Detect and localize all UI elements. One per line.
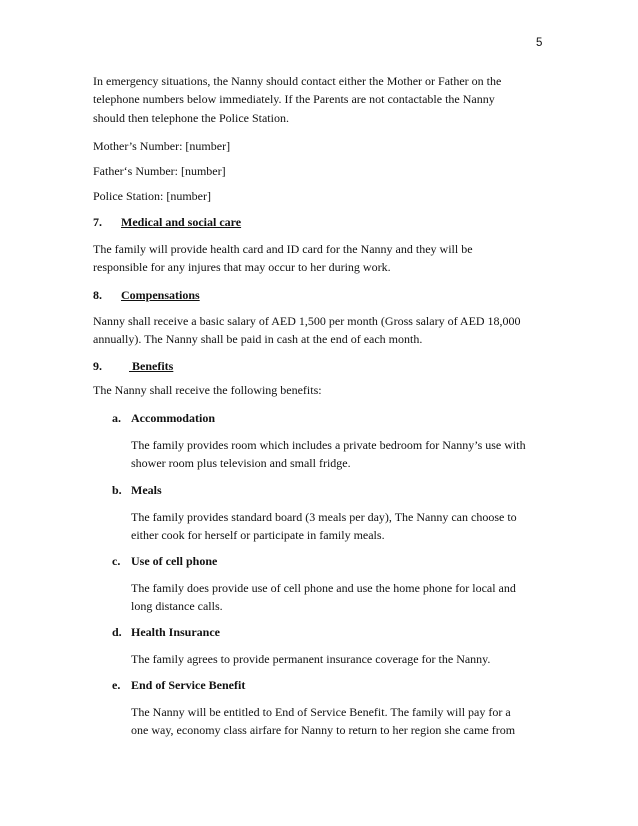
- section-number: 7.: [93, 215, 102, 229]
- benefit-text-end-of-service: [131, 703, 551, 740]
- text-line: In emergency situations, the Nanny should contact either the Mother or Father on the: [93, 74, 502, 88]
- text-line: shower room plus television and small fridge.: [131, 456, 351, 471]
- emergency-paragraph: [93, 72, 553, 127]
- section-number: 9.: [93, 359, 102, 373]
- father-number: Father‘s Number: [number]: [93, 164, 226, 178]
- benefit-heading-cell-phone: c. Use of cell phone: [112, 554, 218, 568]
- section-title: Compensations: [121, 288, 200, 302]
- text-line: The family provides room which includes a private bedroom for Nanny’s use with: [131, 438, 526, 452]
- text-line: The family agrees to provide permanent insurance coverage for the Nanny.: [131, 652, 491, 666]
- mother-number: Mother’s Number: [number]: [93, 139, 231, 153]
- text-line: one way, economy class airfare for Nanny to return to her region she came from: [131, 723, 516, 738]
- benefit-heading-accommodation: a. Accommodation: [112, 411, 215, 425]
- section-7-paragraph: [93, 240, 553, 277]
- benefit-heading-meals: b. Meals: [112, 483, 162, 497]
- benefit-text-meals: [131, 508, 551, 545]
- benefit-text-health-insurance: [131, 650, 551, 668]
- section-8-heading: [93, 286, 553, 304]
- text-line: annually). The Nanny shall be paid in cash at the end of each month.: [93, 332, 423, 347]
- section-title: Medical and social care: [121, 215, 242, 229]
- benefit-heading-health-insurance: d. Health Insurance: [112, 625, 221, 639]
- section-title: Benefits: [129, 359, 174, 373]
- benefits-intro: The Nanny shall receive the following benefits:: [93, 383, 322, 397]
- benefit-text-cell-phone: [131, 579, 551, 616]
- text-line: responsible for any injures that may occur to her during work.: [93, 260, 391, 275]
- text-line: telephone numbers below immediately. If the Parents are not contactable the Nanny: [93, 92, 495, 107]
- text-line: Nanny shall receive a basic salary of AED 1,500 per month (Gross salary of AED 18,000: [93, 314, 521, 328]
- page-number: 5: [536, 37, 543, 49]
- text-line: The family provides standard board (3 meals per day), The Nanny can choose to: [131, 510, 517, 524]
- text-line: The Nanny will be entitled to End of Service Benefit. The family will pay for a: [131, 705, 511, 719]
- section-number: 8.: [93, 288, 102, 302]
- text-line: The family will provide health card and ID card for the Nanny and they will be: [93, 242, 473, 256]
- text-line: The family does provide use of cell phone and use the home phone for local and: [131, 581, 516, 595]
- section-9-heading: [93, 357, 553, 375]
- text-line: should then telephone the Police Station.: [93, 110, 289, 125]
- section-8-paragraph: [93, 312, 553, 349]
- section-7-heading: [93, 213, 553, 231]
- text-line: long distance calls.: [131, 599, 223, 614]
- benefit-heading-end-of-service: e. End of Service Benefit: [112, 678, 246, 692]
- benefit-text-accommodation: [131, 436, 551, 473]
- text-line: either cook for herself or participate in family meals.: [131, 528, 385, 543]
- police-number: Police Station: [number]: [93, 189, 211, 203]
